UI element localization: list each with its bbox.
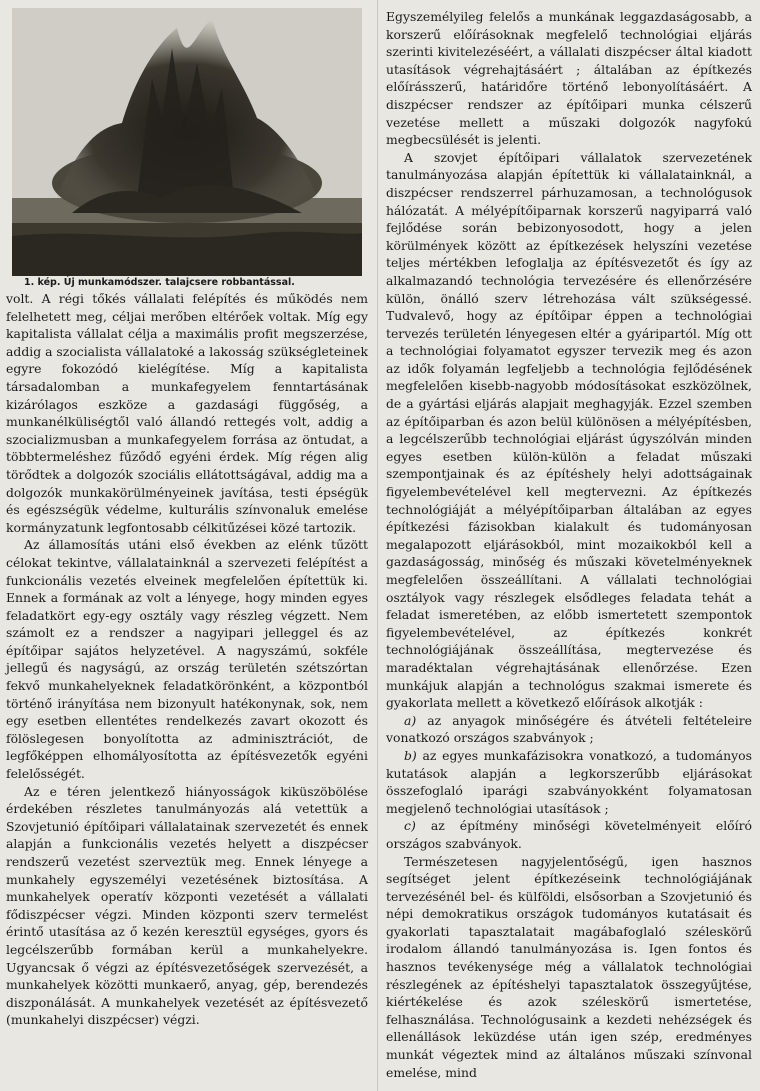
list-item [386,712,752,747]
right-column [386,8,752,1081]
list-item-text: az egyes munkafázisokra vonatkozó, a tudományos kutatások alapján a legkorszerűbb eljárásokat összefoglaló iparági szabványokként folyamatosan megjelenő technológiai utasítások ; [386,747,752,816]
body-paragraph: Természetesen nagyjelentőségű, igen hasznos segítséget jelent építkezéseink technológiájának tervezésénél bel- és külföldi, elsősorban a Szovjetunió és népi demokratikus országok tudományos kutatásait és gyakorlati tapasztalatait magábafoglaló széleskörű irodalom állandó tanulmányozása is. Igen fontos és hasznos tevékenysége még a vállalatok technológiai részlegének az építéshelyi tapasztalatok összegyűjtése, kiértékelése és azok széleskörű ismertetése, felhasználása. Technológusaink a kezdeti nehézségek és ellenállások leküzdése után igen szép, eredményes munkát végeztek mind az általános műszaki színvonal emelése, mind [386,853,752,1080]
list-item-text: az anyagok minőségére és átvételi feltételeire vonatkozó országos szabványok ; [386,712,752,746]
body-paragraph: Az államosítás utáni első években az elénk tűzött célokat tekintve, vállalatainknál a szervezeti felépítést a funkcionális vezetés elveinek megfelelően építettük ki. Ennek a formának az volt a lényege, hogy minden egyes feladatkört egy-egy osztály vagy részleg végzett. Nem számolt ez a rendszer a nagyipari jelleggel és az építőipar sajátos helyzetével. A nagyszámú, sokféle jellegű és nagyságú, az ország területén szétszórtan fekvő munkahelyeknek feladatkörönként, a központból történő irányítása nem bizonyult hatékonynak, sok, nem egy esetben ellentétes rendelkezés zavart okozott és fölöslegesen bonyolította az adminisztrációt, de legfőképpen elhomályosította az építésvezetők egyéni felelősségét. [6,537,368,782]
left-column [6,8,368,1029]
explosion-image [12,8,362,276]
list-marker: a) [404,712,417,728]
list-marker: b) [404,747,417,763]
body-paragraph: A szovjet építőipari vállalatok szervezetének tanulmányozása alapján építettük ki vállalatainknál, a diszpécser rendszerrel párhuzamosan, a technológusok hálózatát. A mélyépítőiparnak korszerű nagyiparrá való fejlődése során bebizonyosodott, hogy a jelen körülmények között az építkezések helyszíni vezetése teljes mértékben lefoglalja az építésvezetőt és így az alkalmazandó technológia tervezésére és ellenőrzésére külön, önálló szerv létrehozása vált szükségessé. Tudvalevő, hogy az építőipar éppen a technológiai tervezés területén lényegesen eltér a gyáripartól. Míg ott a technológiai folyamatot egyszer tervezik meg és azon az idők folyamán legfeljebb a technológia fejlődésének megfelelően kisebb-nagyobb módosításokat eszközölnek, de a gyártási eljárás alapjait meghagyják. Ezzel szemben az építőiparban és azon belül különösen a mélyépítésben, a legcélszerűbb technológiai eljárást úgyszólván minden egyes esetben külön-külön a feladat műszaki szempontjainak és az építéshely helyi adottságainak figyelembevételével kell megtervezni. Az építkezés technológiáját a mélyépítőiparban általában az egyes építkezési fázisokban kialakult és tudományosan megalapozott eljárásokból, mint mozaikokból kell a gazdaságosság, minőség és műszaki követelményeknek megfelelően összeállítani. A vállalati technológiai osztályok vagy részlegek elsődleges feladata tehát a feladat ismeretében, az előbb ismertetett szempontok figyelembevételével, az építkezés konkrét technológiájának összeállítása, megtervezése és maradéktalan végrehajtásának ellenőrzése. Ezen munkájuk alapján a technológus szakmai ismerete és gyakorlata mellett a következő előírások alkotják : [386,149,752,711]
list-item-text: az építmény minőségi követelményeit előíró országos szabványok. [386,818,752,851]
body-paragraph: Az e téren jelentkező hiányosságok kiküszöbölése érdekében részletes tanulmányozás alá vetettük a Szovjetunió építőipari vállalatainak szervezetét és ennek alapján a funkcionális vezetés helyett a diszpécser rendszerű vezetést szerveztük meg. Ennek lényege a munkahely egyszemélyi vezetésének biztosítása. A munkahelyek operatív központi vezetését a vállalati fődiszpécser végzi. Minden központi szerv termelést érintő utasítása az ő kezén keresztül egységes, gyors és legcélszerűbb formában kerül a munkahelyekre. Ugyancsak ő végzi az építésvezetőségek szervezését, a munkahelyek közötti munkaerő, anyag, gép, berendezés diszponálását. A munkahelyek vezetését az építésvezető (munkahelyi diszpécser) végzi. [6,783,368,1028]
body-paragraph: volt. A régi tőkés vállalati felépítés és működés nem felelhetett meg, céljai merőben eltérőek voltak. Míg egy kapitalista vállalat célja a maximális profit megszerzése, addig a szocialista vállalatoké a lakosság szükségleteinek egyre fokozódó kielégítése. Míg a kapitalista társadalomban a munkafegyelem fenntartásának kizárólagos eszköze a gazdasági függőség, a munkanélküliségtől való állandó rettegés volt, addig a szocializmusban a munkafegyelem forrása az öntudat, a többtermeléshez fűződő egyéni érdek. Míg régen alig törődtek a dolgozók szociális ellátottságával, addig ma a dolgozók munkakörülményeinek javítása, testi épségük és egészségük védelme, kulturális színvonaluk emelése kormányzatunk legfontosabb célkitűzései közé tartozik. [6,291,368,535]
column-divider [377,0,378,1091]
list-item [386,747,752,817]
list-marker: c) [404,818,416,834]
blasting-photo [12,8,362,276]
list-item [386,817,752,852]
figure-caption: 1. kép. Új munkamódszer. talajcsere robbantással. [24,277,295,288]
body-paragraph: Egyszemélyileg felelős a munkának leggazdaságosabb, a korszerű előírásoknak megfelelő technológiai eljárás szerinti kivitelezéséért, a vállalati diszpécser által kiadott utasítások végrehajtásáért ; általában az építkezés előírásszerű, határidőre történő lebonyolításáért. A diszpécser rendszer az építőipari munka célszerű vezetése mellett a műszaki dolgozók nagyfokú megbecsülését is jelenti. [386,9,752,148]
